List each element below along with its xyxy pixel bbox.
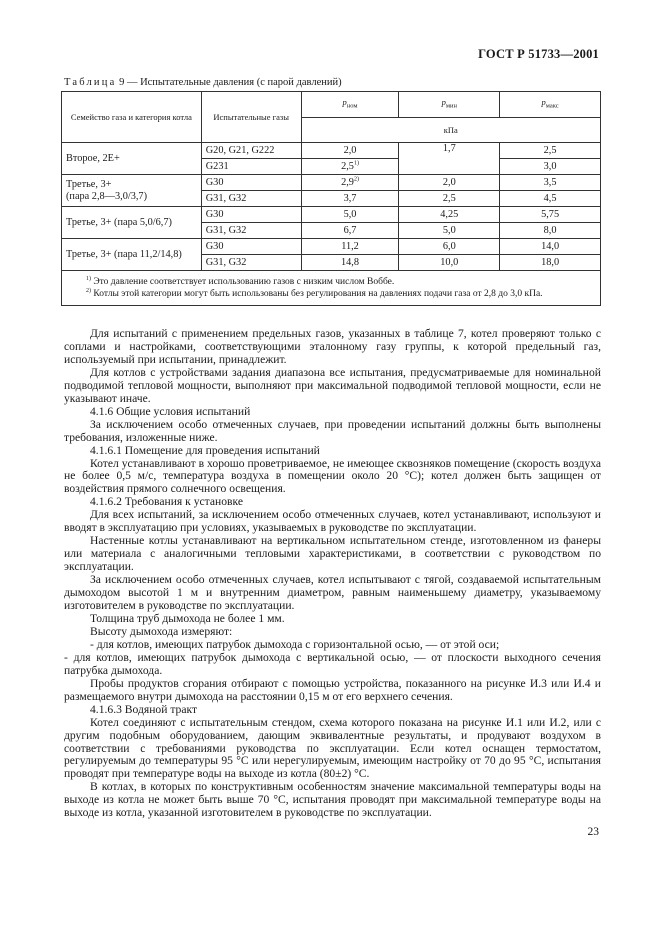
table-caption-word: Таблица xyxy=(64,77,117,88)
header-p-min: $p_{мин}$ xyxy=(399,92,500,118)
header-p-max: $p_{макс}$ xyxy=(500,92,601,118)
header-test-gases: Испытательные газы xyxy=(201,92,301,143)
table-caption-text: 9 — Испытательные давления (с парой давлений) xyxy=(116,77,342,88)
pnom-cell: 5,0 xyxy=(301,207,399,223)
gas-cell: G20, G21, G222 xyxy=(201,143,301,159)
paragraph: Пробы продуктов сгорания отбирают с помощью устройства, показанного на рисунке И.3 или И.4 и размещаемого внутри дымохода на расстоянии 0,15 м от его верхнего сечения. xyxy=(64,676,601,703)
table-row xyxy=(62,207,601,223)
pmax-cell: 3,5 xyxy=(500,175,601,191)
footnote-2: $^{2)}$ Котлы этой категории могут быть использованы без регулирования на давлениях подачи газа от 2,8 до 3,0 кПа. xyxy=(86,287,543,299)
family-cell: Третье, 3+ (пара 11,2/14,8) xyxy=(62,239,202,271)
pnom-cell: 3,7 xyxy=(301,191,399,207)
gas-cell: G31, G32 xyxy=(201,191,301,207)
gas-cell: G31, G32 xyxy=(201,223,301,239)
pmax-cell: 4,5 xyxy=(500,191,601,207)
list-item: - для котлов, имеющих патрубок дымохода с вертикальной осью, — от плоскости выходного сечения патрубка дымохода. xyxy=(64,650,601,677)
pmax-cell: 5,75 xyxy=(500,207,601,223)
pnom-cell: 2,9$^{2)}$ xyxy=(301,175,399,191)
pnom-cell: 11,2 xyxy=(301,239,399,255)
pnom-cell: 2,5$^{1)}$ xyxy=(301,159,399,175)
pmax-cell: 8,0 xyxy=(500,223,601,239)
pnom-cell: 6,7 xyxy=(301,223,399,239)
paragraph: Настенные котлы устанавливают на вертикальном испытательном стенде, изготовленном из фанеры или материала с аналогичными тепловыми характеристиками, в соответствии с руководством по эксплуатации. xyxy=(64,534,601,574)
footnote-1: $^{1)}$ Это давление соответствует использованию газов с низким числом Воббе. xyxy=(86,275,395,287)
pmax-cell: 14,0 xyxy=(500,239,601,255)
pmin-cell: 1,7 xyxy=(399,143,500,175)
table-caption xyxy=(64,77,342,88)
table-header-row xyxy=(62,92,601,118)
section-heading: 4.1.6 Общие условия испытаний xyxy=(90,404,251,418)
table-notes-row xyxy=(62,271,601,306)
pmax-cell: 3,0 xyxy=(500,159,601,175)
gas-cell: G31, G32 xyxy=(201,255,301,271)
paragraph: Высоту дымохода измеряют: xyxy=(90,624,233,638)
paragraph: Для всех испытаний, за исключением особо отмеченных случаев, котел устанавливают, используют и вводят в эксплуатацию при условиях, указываемых в руководстве по эксплуатации. xyxy=(64,508,601,535)
gas-cell: G231 xyxy=(201,159,301,175)
paragraph: Для котлов с устройствами задания диапазона все испытания, предусматриваемые для номинальной подводимой тепловой мощности, выполняют при максимальной подводимой тепловой мощности, если не указывают иначе. xyxy=(64,365,601,405)
header-p-nom: $p_{ном}$ xyxy=(301,92,399,118)
section-heading: 4.1.6.3 Водяной тракт xyxy=(90,702,198,716)
pmin-cell: 2,5 xyxy=(399,191,500,207)
page-number: 23 xyxy=(587,826,599,838)
pmax-cell: 18,0 xyxy=(500,255,601,271)
paragraph: За исключением особо отмеченных случаев, котел испытывают с тягой, создаваемой испытательным дымоходом высотой 1 м и внутренним диаметром, равным наименьшему диаметру, указываемому изготовителем в руководстве по эксплуатации. xyxy=(64,573,601,613)
pmin-cell: 6,0 xyxy=(399,239,500,255)
section-heading: 4.1.6.2 Требования к установке xyxy=(90,495,243,509)
family-cell: Третье, 3+ (пара 5,0/6,7) xyxy=(62,207,202,239)
header-gas-family: Семейство газа и категория котла xyxy=(62,92,202,143)
paragraph: Толщина труб дымохода не более 1 мм. xyxy=(90,611,285,625)
body-text xyxy=(64,328,601,820)
standard-header: ГОСТ Р 51733—2001 xyxy=(478,47,599,61)
pmin-cell: 4,25 xyxy=(399,207,500,223)
table-row xyxy=(62,239,601,255)
table-row xyxy=(62,143,601,159)
pmin-cell: 10,0 xyxy=(399,255,500,271)
paragraph: Котел устанавливают в хорошо проветриваемое, не имеющее сквозняков помещение (скорость воздуха не более 0,5 м/с, температура воздуха в помещении около 20 °С); котел должен быть защищен от воздействия прямого солнечного освещения. xyxy=(64,456,601,496)
section-heading: 4.1.6.1 Помещение для проведения испытаний xyxy=(90,443,320,457)
gas-cell: G30 xyxy=(201,239,301,255)
pmin-cell: 5,0 xyxy=(399,223,500,239)
paragraph: В котлах, в которых по конструктивным особенностям значение максимальной температуры воды на выходе из котла не может быть выше 70 °С, испытания проводят при максимальной температуре воды на выходе из котла, указанной изготовителем в руководстве по эксплуатации. xyxy=(64,780,601,820)
pmin-cell: 2,0 xyxy=(399,175,500,191)
pmax-cell: 2,5 xyxy=(500,143,601,159)
gas-cell: G30 xyxy=(201,175,301,191)
paragraph: Для испытаний с применением предельных газов, указанных в таблице 7, котел проверяют только с соплами и настройками, соответствующими эталонному газу группы, к которой предельный газ, используемый при испытании, принадлежит. xyxy=(64,327,601,366)
family-cell: Второе, 2Е+ xyxy=(62,143,202,175)
test-pressures-table xyxy=(61,91,601,306)
family-cell: Третье, 3+ (пара 2,8—3,0/3,7) xyxy=(62,175,202,207)
table-row xyxy=(62,175,601,191)
paragraph: За исключением особо отмеченных случаев, при проведении испытаний должны быть выполнены требования, изложенные ниже. xyxy=(64,417,601,444)
paragraph: Котел соединяют с испытательным стендом, схема которого показана на рисунке И.1 или И.2, или с другим подобным оборудованием, дающим эквивалентные результаты, и продувают воздухом в соответствии с требованиями руководства по эксплуатации. Если котел оснащен термостатом, регулируемым до температуры 95 °С или нерегулируемым, имеющим настройку от 70 до 95 °С, испытания проводят при температуре воды на выходе из котла (80±2) °С. xyxy=(64,715,601,781)
table-notes xyxy=(62,271,601,306)
list-item: - для котлов, имеющих патрубок дымохода с горизонтальной осью, — от этой оси; xyxy=(90,637,500,651)
pnom-cell: 14,8 xyxy=(301,255,399,271)
pnom-cell: 2,0 xyxy=(301,143,399,159)
header-unit: кПа xyxy=(301,118,600,143)
gas-cell: G30 xyxy=(201,207,301,223)
